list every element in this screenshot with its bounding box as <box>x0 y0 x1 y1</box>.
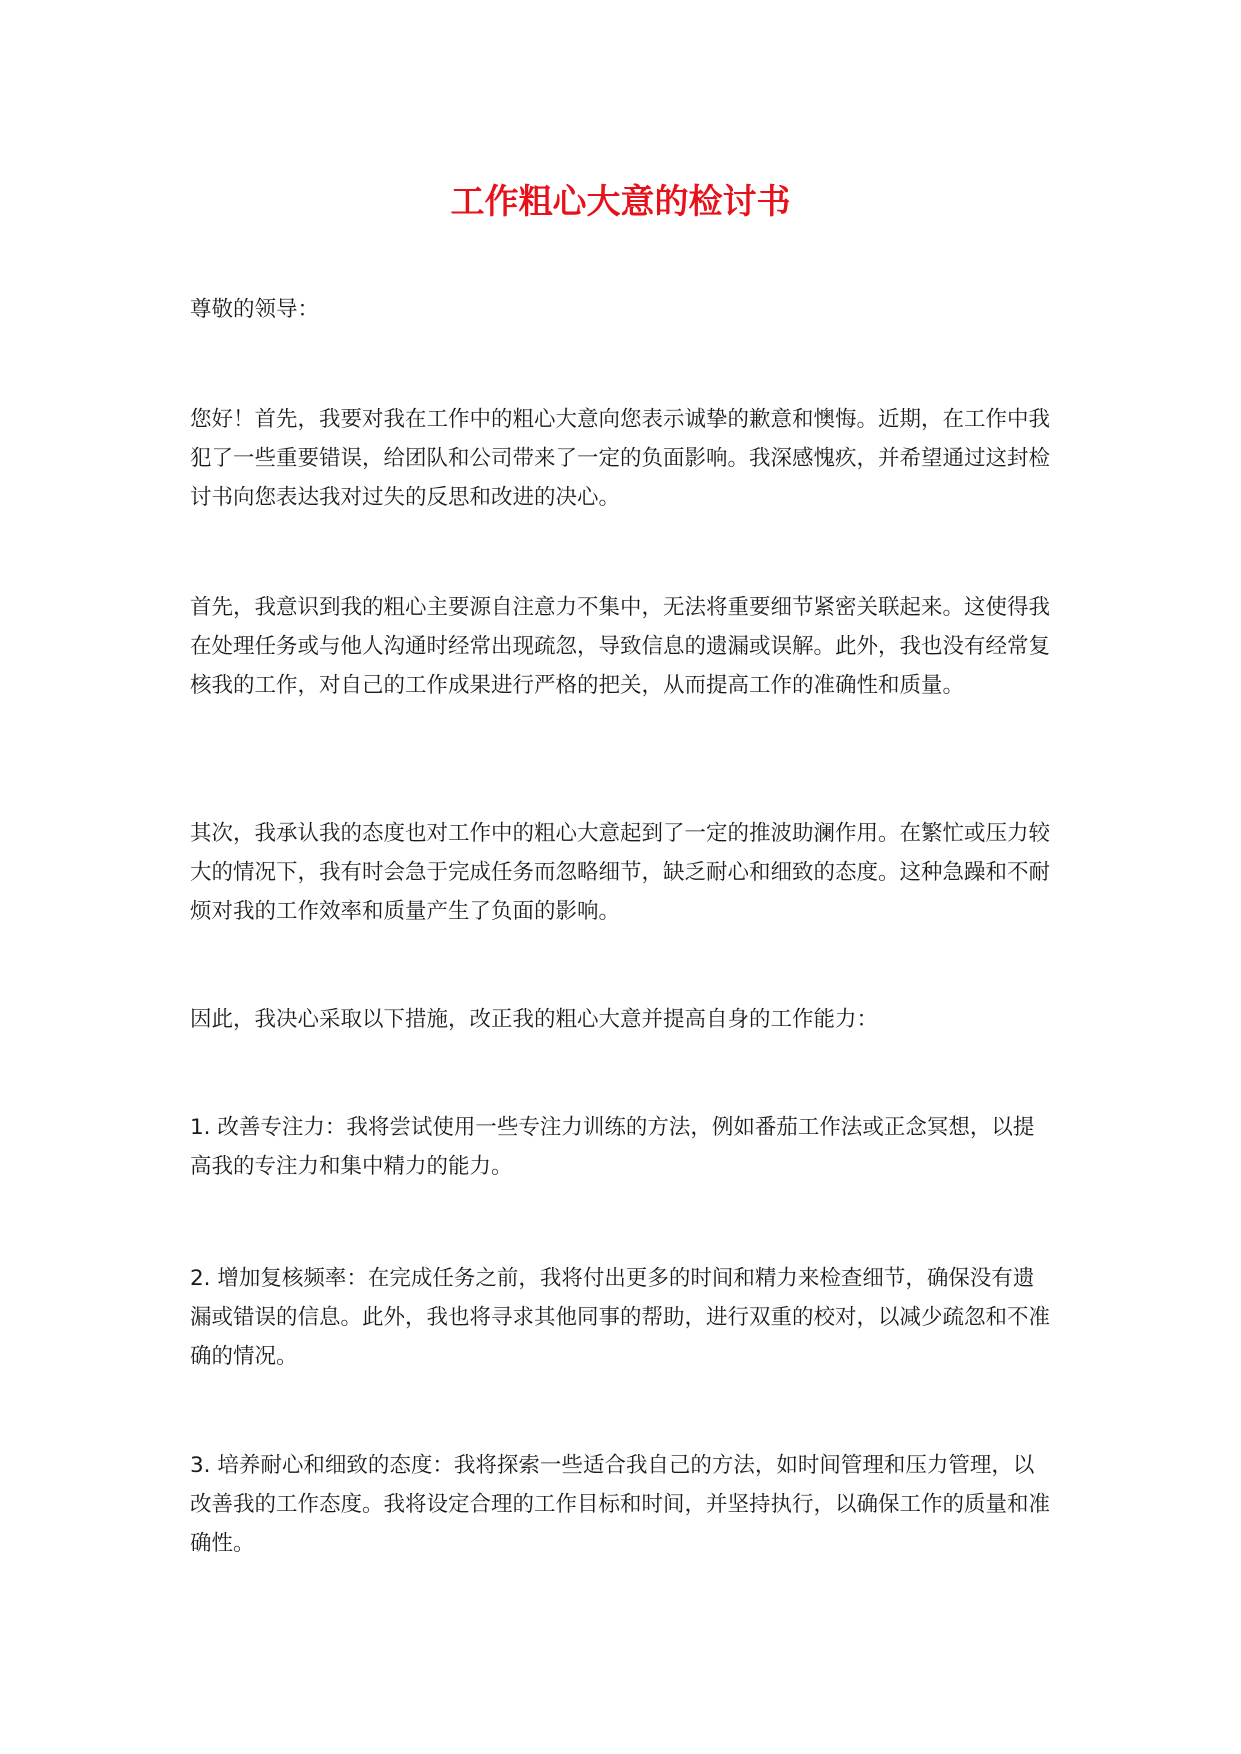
paragraph-cause-attitude: 其次，我承认我的态度也对工作中的粗心大意起到了一定的推波助澜作用。在繁忙或压力较大的情况下，我有时会急于完成任务而忽略细节，缺乏耐心和细致的态度。这种急躁和不耐烦对我的工作效率和质量产生了负面的影响。 <box>190 821 1051 924</box>
list-item-review: 2. 增加复核频率：在完成任务之前，我将付出更多的时间和精力来检查细节，确保没有遗漏或错误的信息。此外，我也将寻求其他同事的帮助，进行双重的校对，以减少疏忽和不准确的情况。 <box>190 1266 1051 1369</box>
paragraph-measures-intro: 因此，我决心采取以下措施，改正我的粗心大意并提高自身的工作能力： <box>190 1007 879 1032</box>
greeting: 尊敬的领导： <box>190 297 320 322</box>
document-title: 工作粗心大意的检讨书 <box>450 182 791 222</box>
paragraph-cause-attention: 首先，我意识到我的粗心主要源自注意力不集中，无法将重要细节紧密关联起来。这使得我在处理任务或与他人沟通时经常出现疏忽，导致信息的遗漏或误解。此外，我也没有经常复核我的工作，对自己的工作成果进行严格的把关，从而提高工作的准确性和质量。 <box>190 595 1051 698</box>
paragraph-apology: 您好！首先，我要对我在工作中的粗心大意向您表示诚挚的歉意和懊悔。近期，在工作中我犯了一些重要错误，给团队和公司带来了一定的负面影响。我深感愧疚，并希望通过这封检讨书向您表达我对过失的反思和改进的决心。 <box>190 407 1051 510</box>
list-item-focus: 1. 改善专注力：我将尝试使用一些专注力训练的方法，例如番茄工作法或正念冥想，以提高我的专注力和集中精力的能力。 <box>190 1115 1035 1179</box>
list-item-patience: 3. 培养耐心和细致的态度：我将探索一些适合我自己的方法，如时间管理和压力管理，以改善我的工作态度。我将设定合理的工作目标和时间，并坚持执行，以确保工作的质量和准确性。 <box>190 1453 1051 1556</box>
